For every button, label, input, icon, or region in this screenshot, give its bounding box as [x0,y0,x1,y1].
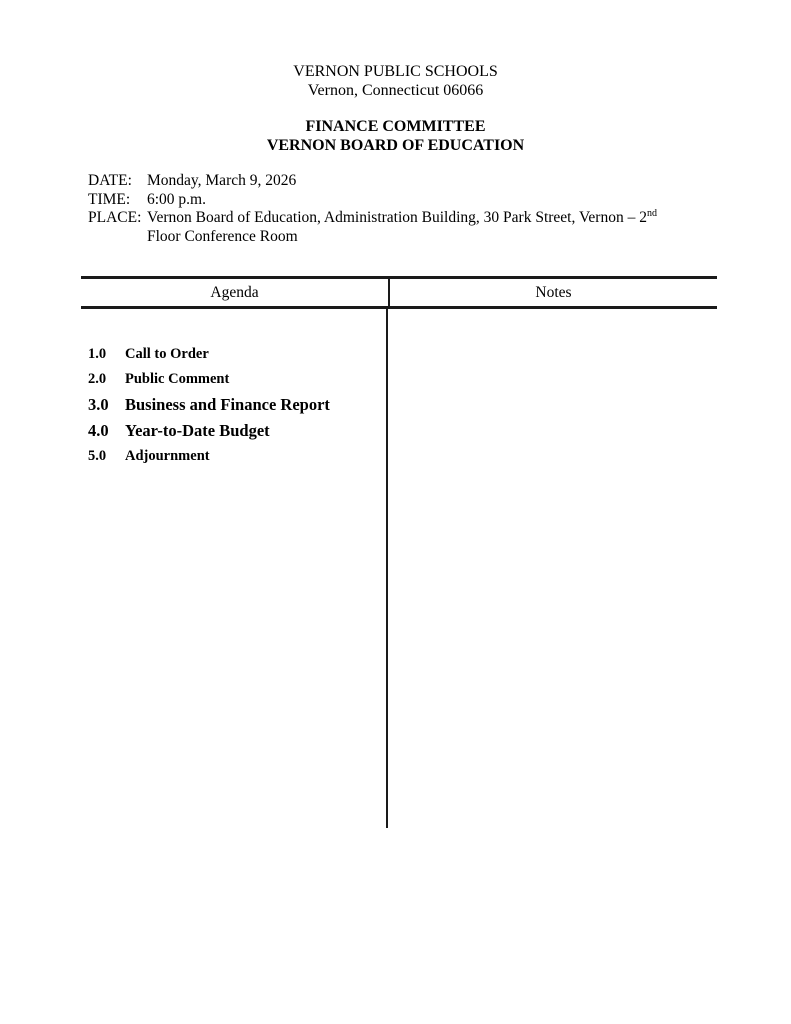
item-number: 4.0 [88,421,109,440]
agenda-column [81,309,388,828]
table-header-row [81,276,717,309]
place-value [147,209,718,246]
agenda-header-cell: Agenda [81,279,390,306]
meeting-info-section [88,172,718,246]
board-name: VERNON BOARD OF EDUCATION [266,137,525,154]
org-location: Vernon, Connecticut 06066 [307,82,484,99]
place-row [88,209,718,246]
item-number: 2.0 [88,371,107,387]
committee-board-block [0,117,791,155]
agenda-item [81,448,386,464]
notes-header-cell: Notes [535,283,572,301]
agenda-item [81,422,386,440]
time-label: TIME: [88,190,131,208]
notes-column [388,309,717,828]
org-name: VERNON PUBLIC SCHOOLS [293,63,498,80]
time-row [88,191,718,210]
item-label: Business and Finance Report [125,395,330,414]
item-label: Year-to-Date Budget [125,421,270,440]
date-label: DATE: [88,172,132,189]
table-body [81,309,717,828]
agenda-item [81,371,386,387]
place-value-line1: Vernon Board of Education, Administration Building, 30 Park Street, Vernon – 2 [147,209,647,226]
committee-name: FINANCE COMMITTEE [305,118,486,135]
agenda-notes-table [81,276,717,828]
time-value: 6:00 p.m. [147,190,206,208]
place-label: PLACE: [88,209,142,226]
item-label: Call to Order [125,346,209,362]
place-value-line2: Floor Conference Room [147,227,298,245]
date-row [88,172,718,191]
place-ordinal-superscript: nd [646,207,657,219]
item-number: 5.0 [88,448,107,464]
date-value: Monday, March 9, 2026 [147,172,297,189]
item-label: Public Comment [125,371,230,387]
item-number: 1.0 [88,346,107,362]
agenda-item [81,396,386,414]
item-label: Adjournment [125,448,210,464]
document-header [0,62,791,155]
item-number: 3.0 [88,395,109,414]
agenda-item [81,346,386,362]
